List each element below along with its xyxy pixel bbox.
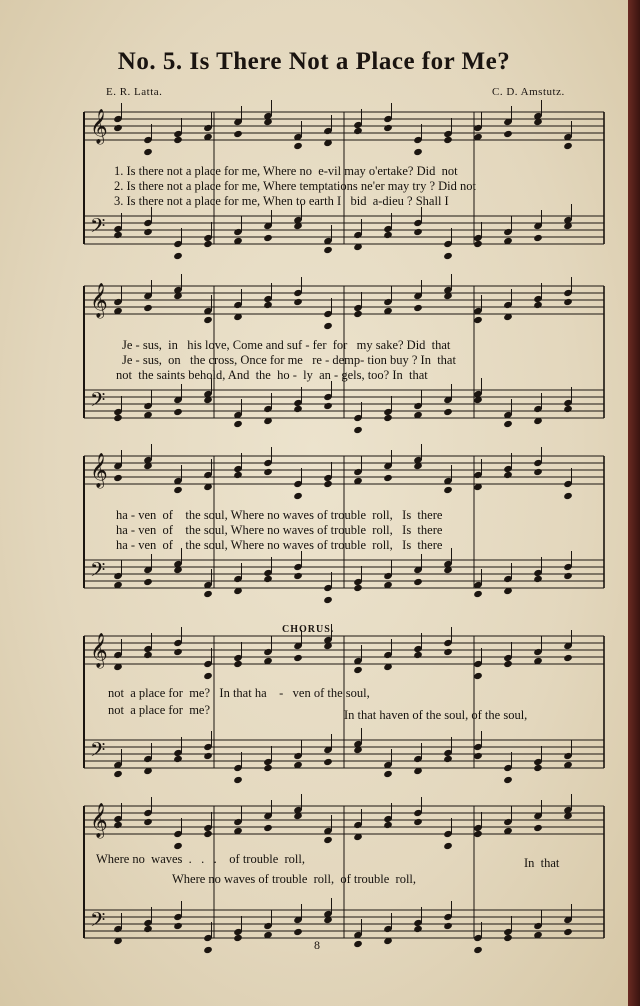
treble-note <box>233 660 243 668</box>
bass-note <box>473 590 483 598</box>
bass-clef-icon: 𝄢 <box>90 738 106 766</box>
treble-note <box>113 474 123 482</box>
bass-note <box>113 770 123 778</box>
treble-note <box>413 651 423 659</box>
treble-note <box>173 136 183 144</box>
treble-note <box>173 486 183 494</box>
lyric-line: In that <box>524 856 560 870</box>
lyric-line: ha - ven of the soul, Where no waves of trouble roll, Is there <box>116 508 443 522</box>
bass-note <box>143 578 153 586</box>
treble-note <box>503 130 513 138</box>
treble-note <box>113 124 123 132</box>
bass-note <box>233 776 243 784</box>
treble-note <box>443 648 453 656</box>
page-number: 8 <box>314 938 320 952</box>
treble-note <box>533 301 543 309</box>
treble-note <box>533 468 543 476</box>
treble-note <box>173 842 183 850</box>
treble-note <box>143 651 153 659</box>
hymn-title: No. 5. Is There Not a Place for Me? <box>117 48 511 75</box>
treble-note <box>473 316 483 324</box>
bass-note <box>413 925 423 933</box>
treble-note <box>173 648 183 656</box>
bass-note <box>383 770 393 778</box>
bass-note <box>443 922 453 930</box>
bass-note <box>173 408 183 416</box>
lyricist-credit: E. R. Latta. <box>106 86 163 98</box>
bass-note <box>233 934 243 942</box>
lyric-line: not a place for me? In that ha - ven of the soul, <box>108 686 370 700</box>
treble-note <box>203 316 213 324</box>
book-edge <box>628 0 640 1006</box>
treble-note <box>443 486 453 494</box>
lyric-line: 3. Is there not a place for me, When to earth I bid a-dieu ? Shall I <box>114 194 449 208</box>
bass-note <box>413 228 423 236</box>
treble-note <box>143 148 153 156</box>
bass-note <box>143 925 153 933</box>
bass-note <box>323 402 333 410</box>
bass-note <box>323 596 333 604</box>
lyric-line: Je - sus, on the cross, Once for me re - demp- tion buy ? In that <box>122 353 456 367</box>
treble-note <box>203 830 213 838</box>
bass-note <box>263 234 273 242</box>
treble-note <box>293 492 303 500</box>
treble-note <box>263 824 273 832</box>
treble-note <box>263 301 273 309</box>
bass-note <box>353 940 363 948</box>
bass-note <box>203 946 213 954</box>
bass-note <box>533 764 543 772</box>
treble-note <box>413 304 423 312</box>
bass-note <box>563 405 573 413</box>
lyric-line: Je - sus, in his love, Come and suf - fer for my sake? Did that <box>122 338 451 352</box>
bass-note <box>113 414 123 422</box>
treble-note <box>143 818 153 826</box>
bass-note <box>443 252 453 260</box>
lyric-line: not the saints behold, And the ho - ly an - gels, too? In that <box>116 368 428 382</box>
treble-note <box>263 468 273 476</box>
treble-note <box>413 148 423 156</box>
treble-note <box>473 830 483 838</box>
bass-note <box>353 426 363 434</box>
bass-clef-icon: 𝄢 <box>90 908 106 936</box>
treble-note <box>293 142 303 150</box>
treble-note <box>293 654 303 662</box>
treble-clef-icon: 𝄞 <box>90 453 108 488</box>
treble-note <box>503 660 513 668</box>
treble-note <box>233 130 243 138</box>
bass-note <box>473 752 483 760</box>
treble-note <box>563 492 573 500</box>
treble-note <box>323 480 333 488</box>
bass-note <box>323 246 333 254</box>
treble-note <box>353 127 363 135</box>
treble-clef-icon: 𝄞 <box>90 283 108 318</box>
treble-note <box>473 672 483 680</box>
bass-note <box>203 590 213 598</box>
composer-credit: C. D. Amstutz. <box>492 86 565 98</box>
treble-note <box>443 136 453 144</box>
bass-note <box>113 231 123 239</box>
chorus-marking: CHORUS. <box>282 624 335 635</box>
bass-note <box>233 420 243 428</box>
bass-note <box>473 240 483 248</box>
treble-note <box>143 304 153 312</box>
treble-note <box>563 654 573 662</box>
bass-note <box>533 575 543 583</box>
treble-note <box>443 842 453 850</box>
bass-note <box>263 575 273 583</box>
bass-note <box>293 572 303 580</box>
bass-note <box>503 420 513 428</box>
lyric-line: 1. Is there not a place for me, Where no e-vil may o'ertake? Did not <box>114 164 458 178</box>
treble-note <box>113 821 123 829</box>
treble-clef-icon: 𝄞 <box>90 803 108 838</box>
treble-note <box>353 666 363 674</box>
bass-note <box>413 578 423 586</box>
bass-note <box>173 922 183 930</box>
treble-note <box>533 824 543 832</box>
bass-note <box>383 414 393 422</box>
bass-note <box>263 764 273 772</box>
bass-note <box>533 234 543 242</box>
treble-note <box>293 298 303 306</box>
bass-note <box>503 776 513 784</box>
bass-note <box>563 572 573 580</box>
bass-note <box>293 405 303 413</box>
treble-clef-icon: 𝄞 <box>90 633 108 668</box>
treble-note <box>503 471 513 479</box>
bass-note <box>203 240 213 248</box>
bass-clef-icon: 𝄢 <box>90 214 106 242</box>
treble-clef-icon: 𝄞 <box>90 109 108 144</box>
lyric-line: ha - ven of the soul, Where no waves of trouble roll, Is there <box>116 538 443 552</box>
treble-note <box>383 474 393 482</box>
bass-note <box>443 755 453 763</box>
treble-note <box>383 124 393 132</box>
bass-note <box>353 584 363 592</box>
lyric-line: Where no waves . . . of trouble roll, <box>96 852 305 866</box>
bass-note <box>203 752 213 760</box>
bass-note <box>323 758 333 766</box>
lyric-line: not a place for me? <box>108 703 211 717</box>
treble-note <box>563 142 573 150</box>
lyric-line: Where no waves of trouble roll, of trouble roll, <box>172 872 417 886</box>
bass-clef-icon: 𝄢 <box>90 388 106 416</box>
bass-note <box>173 755 183 763</box>
bass-note <box>173 252 183 260</box>
bass-note <box>563 928 573 936</box>
treble-note <box>413 818 423 826</box>
lyric-line: In that haven of the soul, of the soul, <box>344 708 528 722</box>
bass-note <box>443 408 453 416</box>
bass-note <box>293 928 303 936</box>
treble-note <box>383 821 393 829</box>
treble-note <box>233 471 243 479</box>
bass-note <box>503 934 513 942</box>
bass-note <box>473 946 483 954</box>
bass-note <box>383 231 393 239</box>
treble-note <box>563 298 573 306</box>
treble-note <box>203 672 213 680</box>
lyric-line: ha - ven of the soul, Where no waves of trouble roll, Is there <box>116 523 443 537</box>
treble-note <box>323 836 333 844</box>
bass-clef-icon: 𝄢 <box>90 558 106 586</box>
lyric-line: 2. Is there not a place for me, Where temptations ne'er may try ? Did not <box>114 179 476 193</box>
bass-note <box>143 228 153 236</box>
treble-note <box>323 322 333 330</box>
treble-note <box>353 310 363 318</box>
